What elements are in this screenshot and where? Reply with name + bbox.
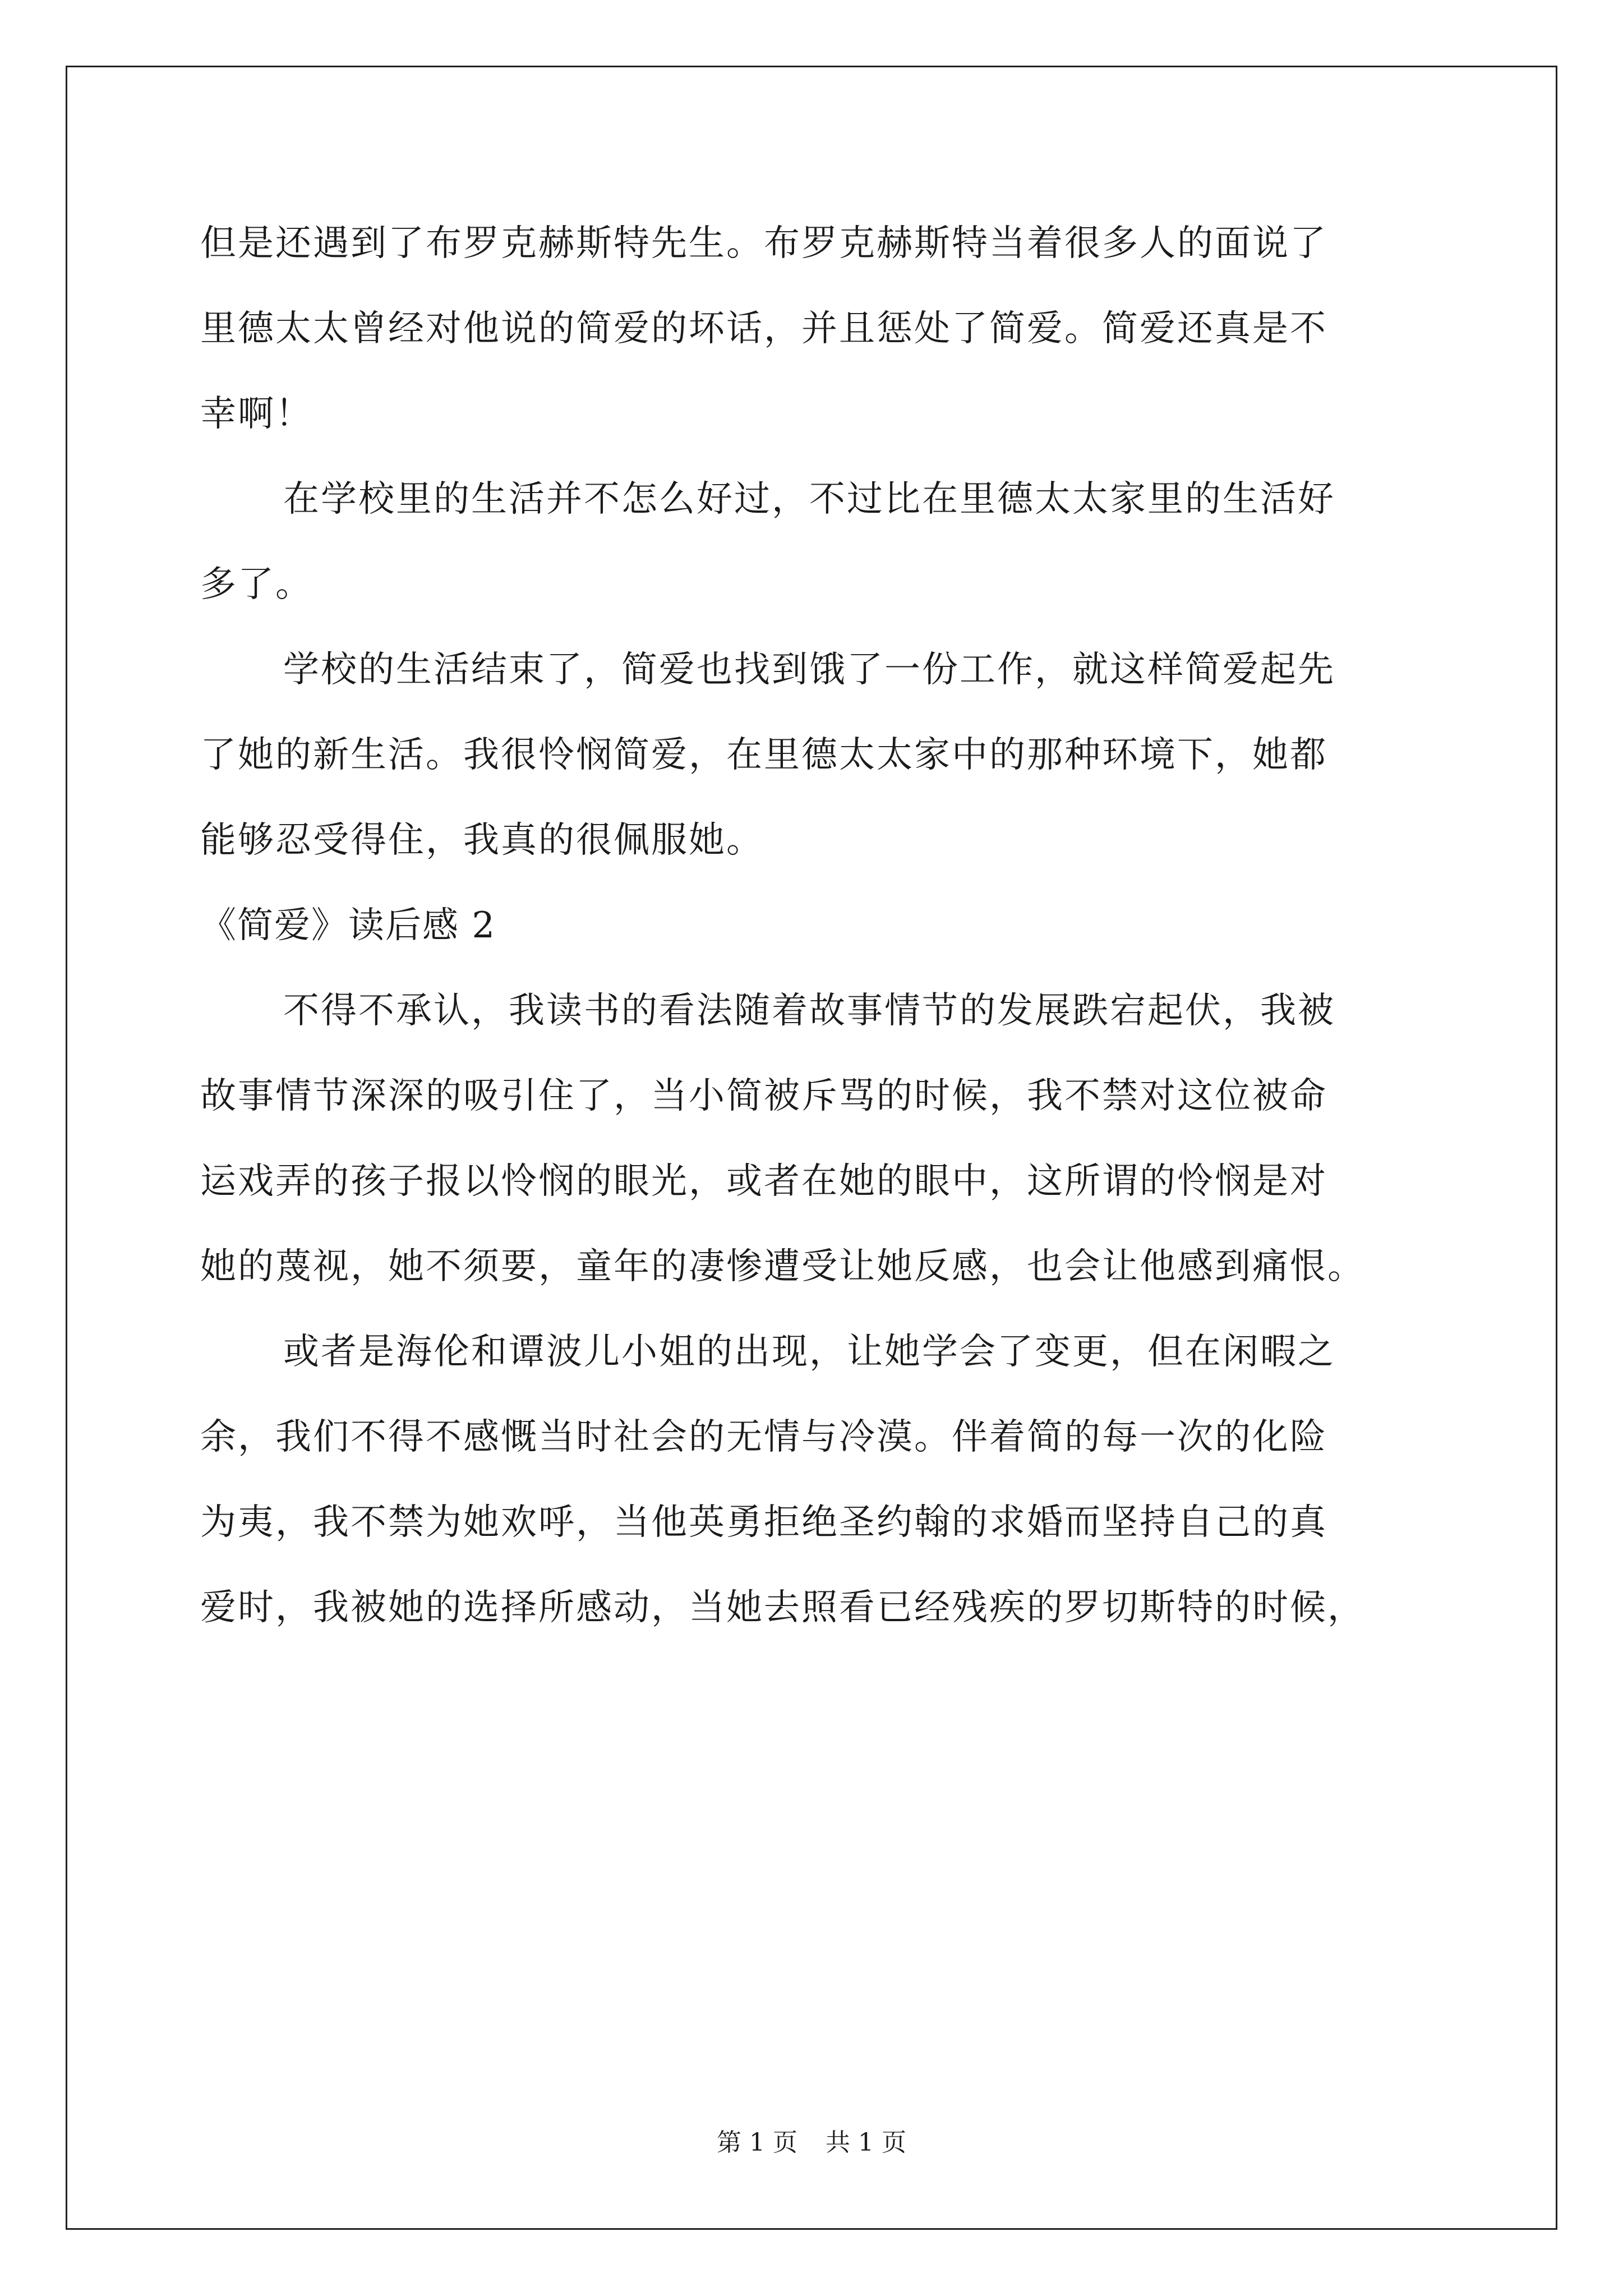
text-line: 为夷，我不禁为她欢呼，当他英勇拒绝圣约翰的求婚而坚持自己的真 (200, 1502, 1327, 1543)
section-heading: 《简爱》读后感 2 (200, 905, 496, 946)
text-line: 爱时，我被她的选择所感动，当她去照看已经残疾的罗切斯特的时候， (200, 1587, 1365, 1628)
page-number: 第 1 页 (717, 2128, 797, 2157)
paragraph-start-line: 在学校里的生活并不怎么好过，不过比在里德太太家里的生活好 (283, 478, 1335, 520)
text-line: 余，我们不得不感慨当时社会的无情与冷漠。伴着简的每一次的化险 (200, 1416, 1327, 1458)
paragraph-start-line: 学校的生活结束了，简爱也找到饿了一份工作，就这样简爱起先 (283, 649, 1335, 691)
text-line: 幸啊！ (200, 393, 313, 435)
text-line: 运戏弄的孩子报以怜悯的眼光，或者在她的眼中，这所谓的怜悯是对 (200, 1161, 1327, 1202)
page-total: 共 1 页 (826, 2128, 906, 2157)
text-line: 她的蔑视，她不须要，童年的凄惨遭受让她反感，也会让他感到痛恨。 (200, 1246, 1365, 1287)
text-line: 多了。 (200, 564, 313, 605)
text-line: 里德太太曾经对他说的简爱的坏话，并且惩处了简爱。简爱还真是不 (200, 308, 1327, 349)
text-line: 故事情节深深的吸引住了，当小简被斥骂的时候，我不禁对这位被命 (200, 1075, 1327, 1117)
page-footer (0, 2126, 1623, 2160)
text-line: 但是还遇到了布罗克赫斯特先生。布罗克赫斯特当着很多人的面说了 (200, 223, 1327, 264)
paragraph-start-line: 或者是海伦和谭波儿小姐的出现，让她学会了变更，但在闲暇之 (283, 1331, 1335, 1373)
paragraph-start-line: 不得不承认，我读书的看法随着故事情节的发展跌宕起伏，我被 (283, 990, 1335, 1032)
text-line: 能够忍受得住，我真的很佩服她。 (200, 820, 764, 861)
text-line: 了她的新生活。我很怜悯简爱，在里德太太家中的那种环境下，她都 (200, 734, 1327, 776)
document-body (200, 201, 1440, 1650)
